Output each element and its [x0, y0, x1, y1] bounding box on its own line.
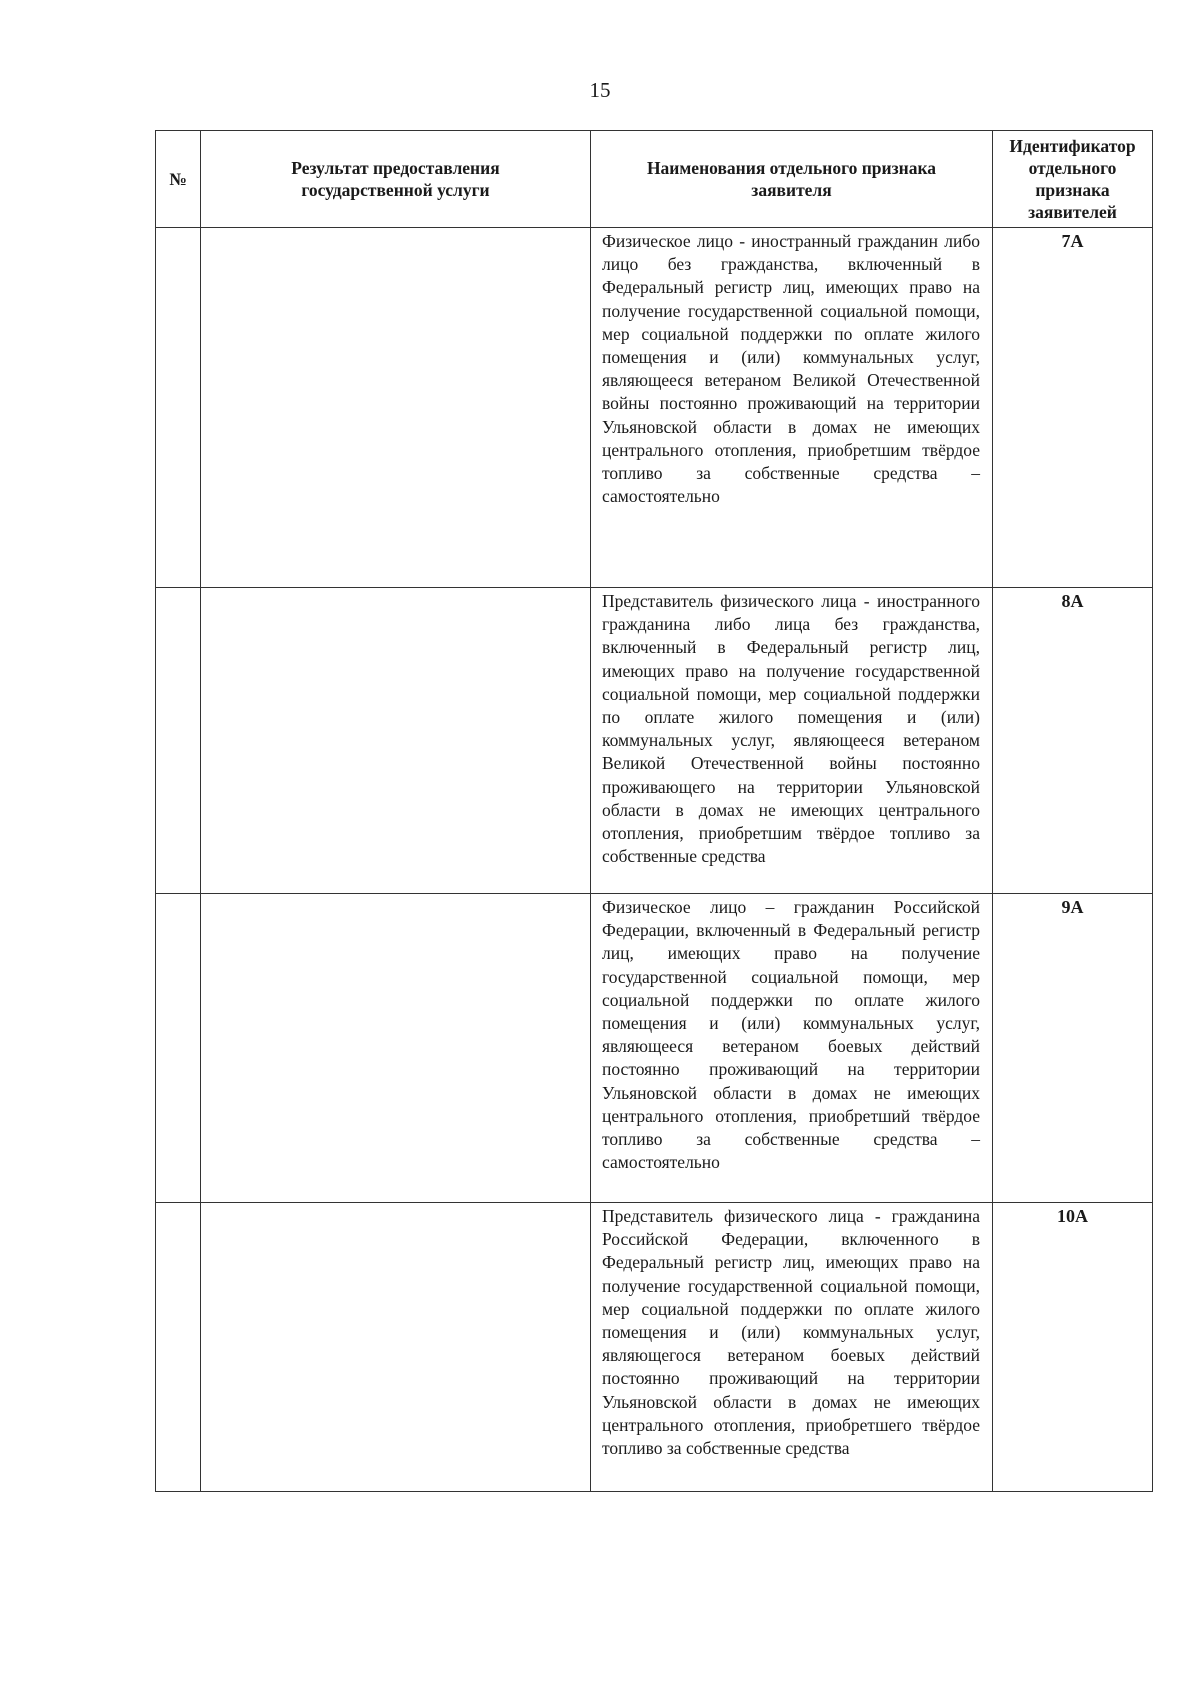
feature-text: Представитель физического лица - иностранного гражданина либо лица без гражданства, включенный в Федеральный регистр лиц, имеющих право на получение государственной социальной помощи, мер социальной поддержки по оплате жилого помещения и (или) коммунальных услуг, являющееся ветераном Великой Отечественной войны постоянно проживающего на территории Ульяновской области в домах не имеющих центрального отопления, приобретшим твёрдое топливо за собственные средства: [602, 591, 980, 867]
table-row: [156, 228, 1153, 588]
table-row: [156, 588, 1153, 894]
header-result: Результат предоставления государственной услуги: [201, 131, 591, 228]
header-number: №: [156, 131, 201, 228]
row-result-cell: [201, 894, 591, 1203]
header-identifier: Идентификатор отдельного признака заявителей: [993, 131, 1153, 228]
table-row: [156, 894, 1153, 1203]
row-identifier-cell: 9А: [993, 894, 1153, 1203]
table-row: [156, 1203, 1153, 1492]
row-result-cell: [201, 1203, 591, 1492]
row-identifier-cell: 10А: [993, 1203, 1153, 1492]
row-number-cell: [156, 1203, 201, 1492]
feature-text: Физическое лицо – гражданин Российской Федерации, включенный в Федеральный регистр лиц, имеющих право на получение государственной социальной помощи, мер социальной поддержки по оплате жилого помещения и (или) коммунальных услуг, являющееся ветераном боевых действий постоянно проживающий на территории Ульяновской области в домах не имеющих центрального отопления, приобретший твёрдое топливо за собственные средства – самостоятельно: [602, 897, 980, 1173]
table-header: [156, 131, 1153, 228]
table-header-row: [156, 131, 1153, 228]
row-feature-cell: [591, 228, 993, 588]
row-identifier-cell: 8А: [993, 588, 1153, 894]
header-feature: Наименования отдельного признака заявителя: [591, 131, 993, 228]
row-number-cell: [156, 588, 201, 894]
row-feature-cell: [591, 588, 993, 894]
row-result-cell: [201, 228, 591, 588]
row-result-cell: [201, 588, 591, 894]
feature-text: Физическое лицо - иностранный гражданин либо лицо без гражданства, включенный в Федеральный регистр лиц, имеющих право на получение государственной социальной помощи, мер социальной поддержки по оплате жилого помещения и (или) коммунальных услуг, являющееся ветераном Великой Отечественной войны постоянно проживающий на территории Ульяновской области в домах не имеющих центрального отопления, приобретшим твёрдое топливо за собственные средства – самостоятельно: [602, 231, 980, 507]
row-feature-cell: [591, 894, 993, 1203]
row-feature-cell: [591, 1203, 993, 1492]
feature-text: Представитель физического лица - гражданина Российской Федерации, включенного в Федеральный регистр лиц, имеющих право на получение государственной социальной помощи, мер социальной поддержки по оплате жилого помещения и (или) коммунальных услуг, являющегося ветераном боевых действий постоянно проживающий на территории Ульяновской области в домах не имеющих центрального отопления, приобретшего твёрдое топливо за собственные средства: [602, 1206, 980, 1459]
row-identifier-cell: 7А: [993, 228, 1153, 588]
table-body: [156, 228, 1153, 1492]
row-number-cell: [156, 894, 201, 1203]
page-number: 15: [589, 78, 611, 102]
row-number-cell: [156, 228, 201, 588]
applicant-features-table: [155, 130, 1153, 1492]
